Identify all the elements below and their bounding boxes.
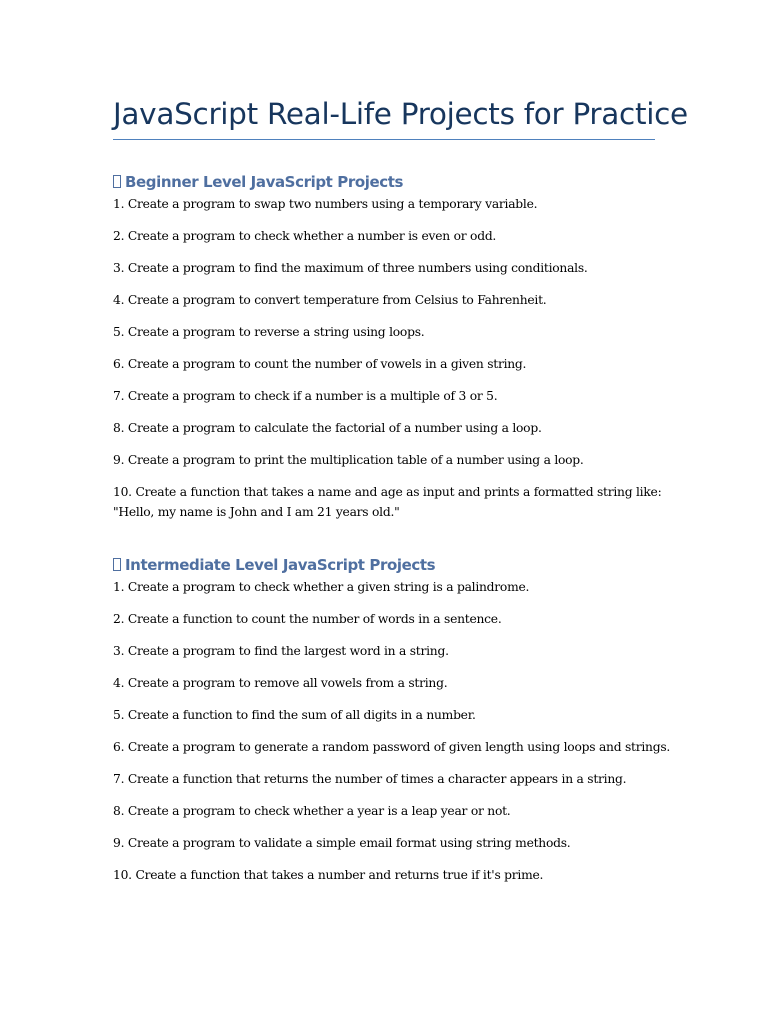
missing-glyph-box-icon <box>113 175 121 188</box>
list-item <box>113 194 658 214</box>
list-item-text: 10. Create a function that takes a name and age as input and prints a formatted string like: <box>113 485 662 499</box>
list-item <box>113 833 658 853</box>
list-item <box>113 354 658 374</box>
list-item-text: 4. Create a program to convert temperature from Celsius to Fahrenheit. <box>113 293 547 307</box>
title-underline-rule <box>113 139 655 140</box>
list-item-text: 1. Create a program to check whether a given string is a palindrome. <box>113 580 530 594</box>
list-item <box>113 641 658 661</box>
list-item <box>113 801 658 821</box>
list-item <box>113 865 658 885</box>
list-item <box>113 737 671 757</box>
list-item-text: 6. Create a program to count the number of vowels in a given string. <box>113 357 527 371</box>
list-item-text: 6. Create a program to generate a random password of given length using loops and strings. <box>113 740 671 754</box>
beginner-section <box>113 170 662 534</box>
list-item-text: 8. Create a program to check whether a year is a leap year or not. <box>113 804 511 818</box>
list-item <box>113 258 658 278</box>
list-item-text: 4. Create a program to remove all vowels from a string. <box>113 676 448 690</box>
list-item <box>113 450 658 470</box>
list-item-text: 9. Create a program to validate a simple email format using string methods. <box>113 836 571 850</box>
list-item <box>113 609 658 629</box>
list-item <box>113 418 658 438</box>
list-item <box>113 290 658 310</box>
list-item-text: 7. Create a program to check if a number is a multiple of 3 or 5. <box>113 389 498 403</box>
list-item-text: 3. Create a program to find the maximum of three numbers using conditionals. <box>113 261 588 275</box>
intermediate-section <box>113 553 671 897</box>
list-item-text: 2. Create a program to check whether a number is even or odd. <box>113 229 497 243</box>
list-item-text: 3. Create a program to find the largest word in a string. <box>113 644 449 658</box>
intermediate-section-heading <box>113 553 658 577</box>
document-title: JavaScript Real-Life Projects for Practice <box>113 97 688 131</box>
list-item <box>113 577 658 597</box>
list-item <box>113 482 662 522</box>
list-item <box>113 322 658 342</box>
list-item <box>113 386 658 406</box>
intermediate-project-list <box>113 577 671 885</box>
list-item <box>113 673 658 693</box>
list-item-continuation: "Hello, my name is John and I am 21 years old." <box>113 505 400 519</box>
list-item-text: 8. Create a program to calculate the factorial of a number using a loop. <box>113 421 542 435</box>
beginner-heading-text: Beginner Level JavaScript Projects <box>125 173 404 191</box>
intermediate-heading-text: Intermediate Level JavaScript Projects <box>125 556 436 574</box>
missing-glyph-box-icon <box>113 558 121 571</box>
list-item-text: 5. Create a program to reverse a string using loops. <box>113 325 425 339</box>
list-item <box>113 705 658 725</box>
list-item <box>113 769 658 789</box>
list-item-text: 10. Create a function that takes a number and returns true if it's prime. <box>113 868 544 882</box>
list-item-text: 1. Create a program to swap two numbers using a temporary variable. <box>113 197 538 211</box>
list-item-text: 5. Create a function to find the sum of all digits in a number. <box>113 708 476 722</box>
list-item <box>113 226 658 246</box>
list-item-text: 9. Create a program to print the multiplication table of a number using a loop. <box>113 453 584 467</box>
list-item-text: 7. Create a function that returns the number of times a character appears in a string. <box>113 772 627 786</box>
beginner-project-list <box>113 194 662 522</box>
beginner-section-heading <box>113 170 658 194</box>
list-item-text: 2. Create a function to count the number of words in a sentence. <box>113 612 502 626</box>
